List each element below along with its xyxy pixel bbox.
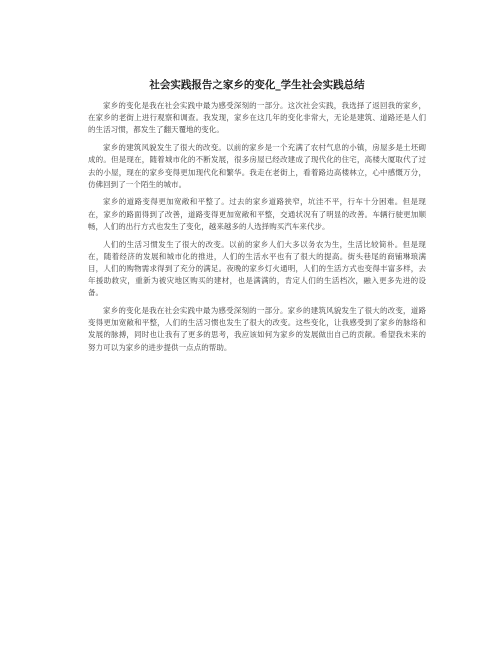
paragraph-architecture: 家乡的建筑风貌发生了很大的改变。以前的家乡是一个充满了农村气息的小镇，房屋多是土坯砌成的。但是现在，随着城市化的不断发展，很多房屋已经改建成了现代化的住宅，高楼大厦取代了过去的小屋，现在的家乡变得更加现代化和繁华。我走在老街上，看着路边高楼林立，心中感慨万分，仿佛回到了一个陌生的城市。 [88,143,426,189]
paragraph-conclusion: 家乡的变化是我在社会实践中最为感受深刻的一部分。家乡的建筑风貌发生了很大的改变，道路变得更加宽敞和平整，人们的生活习惯也发生了很大的改变。这些变化，让我感受到了家乡的脉络和发展的脉搏，同时也让我有了更多的思考，我应该如何为家乡的发展做出自己的贡献。希望我未来的努力可以为家乡的进步提供一点点的帮助。 [88,306,426,352]
paragraph-roads: 家乡的道路变得更加宽敞和平整了。过去的家乡道路狭窄，坑洼不平，行车十分困难。但是现在，家乡的路面得到了改善，道路变得更加宽敞和平整，交通状况有了明显的改善。车辆行驶更加顺畅，人们的出行方式也发生了变化，越来越多的人选择购买汽车来代步。 [88,197,426,231]
paragraph-intro: 家乡的变化是我在社会实践中最为感受深刻的一部分。这次社会实践，我选择了返回我的家乡，在家乡的老街上进行观察和调查。我发现，家乡在这几年的变化非常大，无论是建筑、道路还是人们的生活习惯，都发生了翻天覆地的变化。 [88,101,426,135]
document-page [88,78,426,359]
document-title: 社会实践报告之家乡的变化_学生社会实践总结 [149,79,365,91]
paragraph-lifestyle: 人们的生活习惯发生了很大的改变。以前的家乡人们大多以务农为生，生活比较简朴。但是现在，随着经济的发展和城市化的推进，人们的生活水平也有了很大的提高。街头巷尾的商铺琳琅满目，人们的购物需求得到了充分的满足。夜晚的家乡灯火通明，人们的生活方式也变得丰富多样，去年援助救灾，重新为被灾地区购买的建材，也是满满的，肯定人们的生活档次，融入更多先进的设备。 [88,239,426,298]
